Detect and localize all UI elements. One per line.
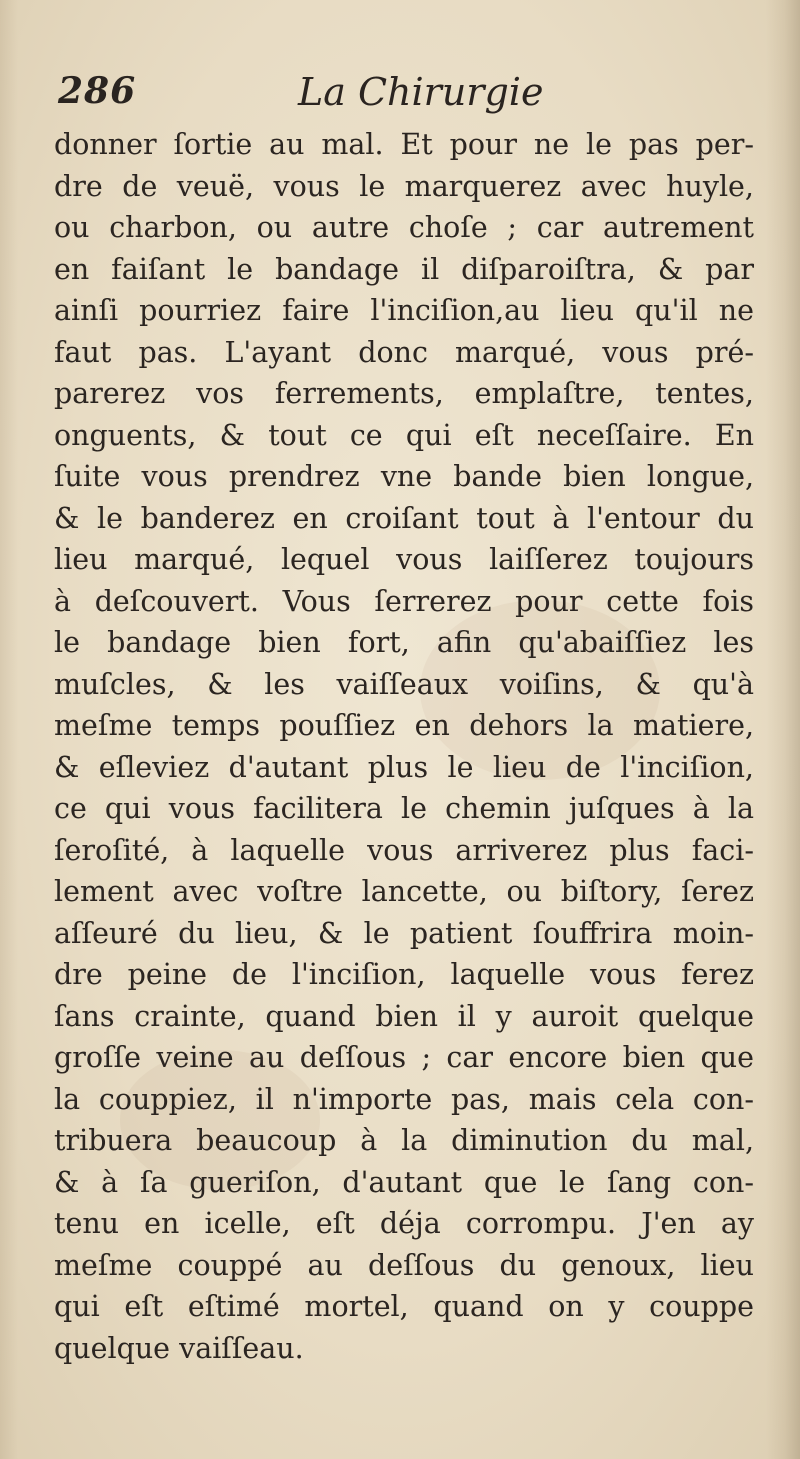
text-line: tribuera beaucoup à la diminution du mal, — [54, 1124, 754, 1157]
text-line: qui eſt eſtimé mortel, quand on y couppe — [54, 1290, 754, 1323]
text-line: ſuite vous prendrez vne bande bien longue, — [54, 460, 754, 493]
text-line: parerez vos ferrements, emplaſtre, tentes, — [54, 377, 754, 410]
text-line: dre de veuë, vous le marquerez avec huyle, — [54, 169, 754, 203]
text-line: ou charbon, ou autre choſe ; car autrement — [54, 211, 754, 244]
page-edge-shadow — [766, 0, 800, 1459]
text-line: onguents, & tout ce qui eſt neceſſaire. En — [54, 418, 754, 452]
text-line: tenu en icelle, eſt déja corrompu. J'en ay — [54, 1207, 754, 1240]
text-line: ce qui vous facilitera le chemin juſques à la — [54, 792, 754, 825]
text-line: à deſcouvert. Vous ſerrerez pour cette fois — [54, 584, 754, 618]
text-line: & à ſa gueriſon, d'autant que le ſang con- — [54, 1165, 754, 1199]
text-line: muſcles, & les vaiſſeaux voiſins, & qu'à — [54, 667, 754, 701]
text-line: lement avec voſtre lancette, ou biſtory, ſerez — [54, 875, 754, 908]
text-line: le bandage bien fort, afin qu'abaiſſiez les — [54, 626, 754, 659]
text-line: ainſi pourriez faire l'inciſion,au lieu qu'il ne — [54, 294, 754, 327]
text-line: & le banderez en croiſant tout à l'entour du — [54, 501, 754, 535]
text-line: dre peine de l'inciſion, laquelle vous ferez — [54, 958, 754, 991]
text-line: ſeroſité, à laquelle vous arriverez plus faci- — [54, 833, 754, 867]
text-line: quelque vaiſſeau. — [54, 1331, 304, 1365]
body-text — [54, 124, 754, 1369]
text-line: meſme temps pouſſiez en dehors la matiere, — [54, 709, 754, 742]
text-line: meſme couppé au deſſous du genoux, lieu — [54, 1248, 754, 1282]
page-header — [58, 70, 748, 124]
running-head: La Chirurgie — [298, 70, 544, 114]
text-line: lieu marqué, lequel vous laiſſerez toujours — [54, 543, 754, 576]
text-line: & eſleviez d'autant plus le lieu de l'inciſion, — [54, 750, 754, 784]
text-line: en faiſant le bandage il diſparoiſtra, & par — [54, 252, 754, 286]
text-line: ſans crainte, quand bien il y auroit quelque — [54, 999, 754, 1033]
text-line: la couppiez, il n'importe pas, mais cela con- — [54, 1082, 754, 1116]
text-line: groſſe veine au deſſous ; car encore bien que — [54, 1041, 754, 1074]
text-line: donner ſortie au mal. Et pour ne le pas per- — [54, 128, 754, 161]
page-gutter-shadow — [0, 0, 18, 1459]
page-number: 286 — [58, 70, 137, 112]
text-line: aſſeuré du lieu, & le patient ſouffrira moin- — [54, 916, 754, 950]
text-line: faut pas. L'ayant donc marqué, vous pré- — [54, 335, 754, 369]
